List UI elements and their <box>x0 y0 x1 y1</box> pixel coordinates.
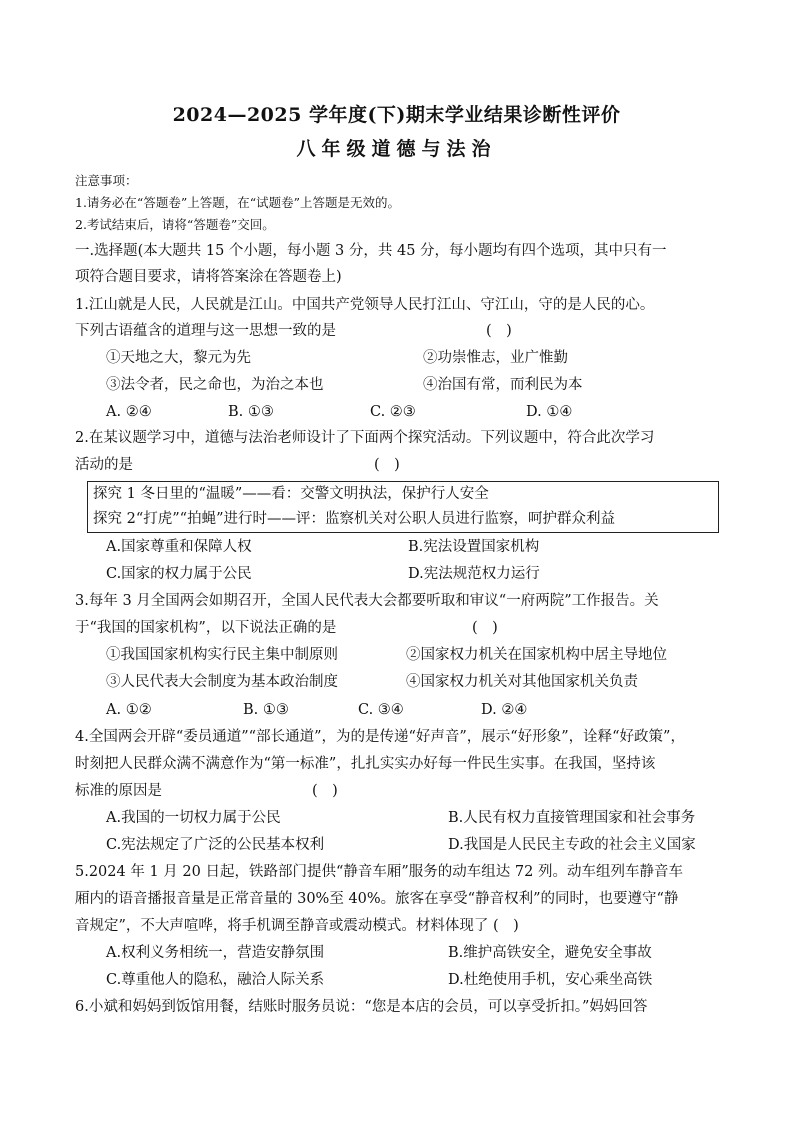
subject-title: 八年级道德与法治 <box>296 138 497 160</box>
option-c: C. ②③ <box>370 404 416 420</box>
question-5-text: 5.2024 年 1 月 20 日起，铁路部门提供“静音车厢”服务的动车组达 72 列。动车组列车静音车 <box>75 864 683 880</box>
question-1-text: 下列古语蕴含的道理与这一思想一致的是 <box>75 323 336 339</box>
option-a: A.权利义务相统一，营造安静氛围 <box>106 945 325 961</box>
question-6-text: 6.小斌和妈妈到饭馆用餐，结账时服务员说：“您是本店的会员，可以享受折扣。”妈妈回答 <box>75 999 648 1015</box>
activity-item: 探究 1 冬日里的“温暖”——看：交警文明执法，保护行人安全 <box>93 486 489 502</box>
option-c: C. ③④ <box>358 702 404 718</box>
statement-item: ④治国有常，而利民为本 <box>423 377 583 393</box>
question-4-text: 时刻把人民群众满不满意作为“第一标准”，扎扎实实办好每一件民生实事。在我国，坚持该 <box>75 756 656 772</box>
section-heading: 项符合题目要求，请将答案涂在答题卷上) <box>75 269 342 285</box>
option-a: A. ①② <box>106 702 152 718</box>
option-c: C.国家的权力属于公民 <box>106 566 252 582</box>
option-b: B.人民有权力直接管理国家和社会事务 <box>448 810 696 826</box>
answer-blank: ( ) <box>312 783 338 799</box>
statement-item: ①我国国家机构实行民主集中制原则 <box>106 647 338 663</box>
statement-item: ③法令者，民之命也，为治之本也 <box>106 377 324 393</box>
question-1-text: 1.江山就是人民，人民就是江山。中国共产党领导人民打江山、守江山，守的是人民的心。 <box>75 297 655 313</box>
option-a: A.国家尊重和保障人权 <box>106 539 252 555</box>
question-2-text: 活动的是 <box>75 457 133 473</box>
question-3-text: 于“我国的国家机构”，以下说法正确的是 <box>75 620 337 636</box>
option-d: D.宪法规范权力运行 <box>408 566 540 582</box>
statement-item: ③人民代表大会制度为基本政治制度 <box>106 674 338 690</box>
question-4-text: 标准的原因是 <box>75 783 162 799</box>
statement-item: ④国家权力机关对其他国家机关负责 <box>406 674 638 690</box>
note-item: 1.请务必在“答题卷”上答题，在“试题卷”上答题是无效的。 <box>75 195 400 210</box>
note-item: 2.考试结束后，请将“答题卷”交回。 <box>75 217 275 232</box>
option-d: D.我国是人民民主专政的社会主义国家 <box>448 837 696 853</box>
question-5-text: 厢内的语音播报音量是正常音量的 30%至 40%。旅客在享受“静音权利”的同时，也要遵守“静 <box>75 891 679 907</box>
option-d: D. ②④ <box>481 702 528 718</box>
option-b: B. ①③ <box>243 702 289 718</box>
option-a: A.我国的一切权力属于公民 <box>106 810 281 826</box>
option-a: A. ②④ <box>106 404 152 420</box>
exam-title: 2024—2025 学年度(下)期末学业结果诊断性评价 <box>172 104 621 126</box>
option-d: D.杜绝使用手机，安心乘坐高铁 <box>448 972 653 988</box>
statement-item: ②功崇惟志，业广惟勤 <box>423 350 568 366</box>
answer-blank: ( ) <box>486 323 512 339</box>
question-2-text: 2.在某议题学习中，道德与法治老师设计了下面两个探究活动。下列议题中，符合此次学习 <box>75 430 655 446</box>
notes-heading: 注意事项： <box>75 173 138 188</box>
option-c: C.宪法规定了广泛的公民基本权利 <box>106 837 325 853</box>
activity-item: 探究 2“打虎”“拍蝇”进行时——评：监察机关对公职人员进行监察，呵护群众利益 <box>93 511 615 527</box>
statement-item: ②国家权力机关在国家机构中居主导地位 <box>406 647 667 663</box>
option-d: D. ①④ <box>526 404 573 420</box>
option-b: B. ①③ <box>228 404 274 420</box>
option-b: B.宪法设置国家机构 <box>408 539 540 555</box>
statement-item: ①天地之大，黎元为先 <box>106 350 251 366</box>
answer-blank: ( ) <box>374 457 400 473</box>
question-4-text: 4.全国两会开辟“委员通道”“部长通道”，为的是传递“好声音”，展示“好形象”，诠释“好政策”， <box>75 729 685 745</box>
option-b: B.维护高铁安全，避免安全事故 <box>448 945 652 961</box>
answer-blank: ( ) <box>472 620 498 636</box>
option-c: C.尊重他人的隐私，融洽人际关系 <box>106 972 325 988</box>
section-heading: 一.选择题(本大题共 15 个小题，每小题 3 分，共 45 分，每小题均有四个选项，其中只有一 <box>75 243 667 259</box>
question-3-text: 3.每年 3 月全国两会如期召开，全国人民代表大会都要听取和审议“一府两院”工作报告。关 <box>75 593 659 609</box>
question-5-text: 音规定”，不大声喧哗，将手机调至静音或震动模式。材料体现了 ( ) <box>75 918 519 934</box>
